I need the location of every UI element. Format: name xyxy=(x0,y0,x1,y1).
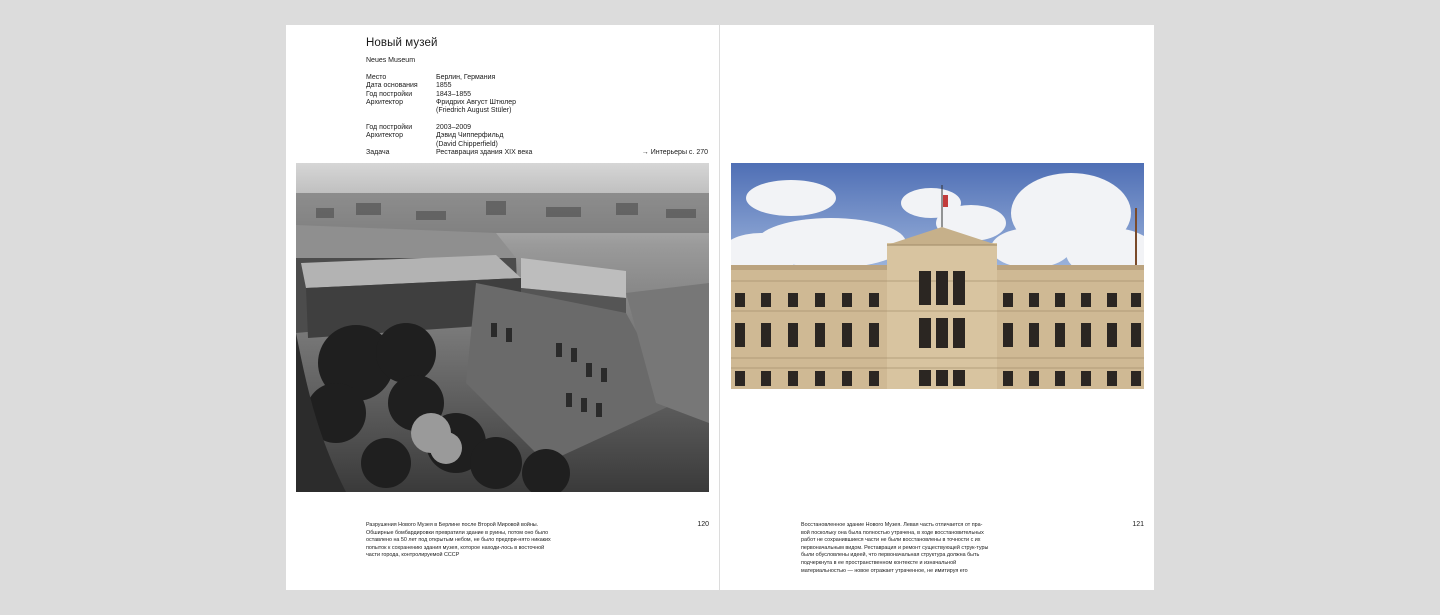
info-value: Берлин, Германия xyxy=(436,74,496,81)
restored-museum-photo xyxy=(731,163,1144,389)
info-row xyxy=(366,99,516,116)
right-page xyxy=(721,25,1154,590)
info-key: Задача xyxy=(366,148,390,156)
info-key: Дата основания xyxy=(366,82,418,90)
info-key: Архитектор xyxy=(366,132,403,140)
photo-caption: Разрушения Нового Музея в Берлине после Второй Мировой войны. Обширные бомбардировки превратили здание в руины, потом оно было оставлено на 50 лет под открытым небом, не было предпри-нято никаких попыток к сохранению здания музея, которое находи-лось в восточной части города, контролируемой СССР xyxy=(366,522,551,559)
info-row xyxy=(366,132,532,149)
photo-caption: Восстановленное здание Нового Музея. Левая часть отличается от пра-вой поскольку она была полностью утрачена, в ходе восстановительных работ не сохранившиеся части не были восстановлены в точности с их первоначальным видом. Реставрация и ремонт существующей струк-туры были обусловлены идеей, что первоначальная структура должна быть подчеркнута в ее пространственном контексте и изначальной материальностью — новое отражает утраченное, не имитируя его xyxy=(801,522,989,574)
info-value: Дэвид Чипперфильд (David Chipperfield) xyxy=(436,132,504,148)
book-gutter xyxy=(719,25,720,590)
info-row xyxy=(366,82,516,90)
left-page xyxy=(286,25,719,590)
interiors-cross-reference[interactable]: → Интерьеры с. 270 xyxy=(641,149,708,156)
ruins-aerial-photo xyxy=(296,163,709,492)
info-row xyxy=(366,149,532,157)
info-value: 2003–2009 xyxy=(436,124,472,131)
page-title: Новый музей xyxy=(366,37,438,49)
info-value: Реставрация здания XIX века xyxy=(436,148,533,156)
page-subtitle: Neues Museum xyxy=(366,57,416,64)
info-value: 1843–1855 xyxy=(436,90,472,98)
building-info-restoration xyxy=(366,124,532,157)
info-key: Год постройки xyxy=(366,90,413,98)
restored-facade-illustration xyxy=(731,163,1144,389)
ruins-aerial-illustration xyxy=(296,163,709,492)
info-key: Архитектор xyxy=(366,98,403,106)
info-value: 1855 xyxy=(436,82,452,90)
info-row xyxy=(366,74,516,82)
book-spread xyxy=(286,25,1154,590)
page-number: 121 xyxy=(1132,521,1144,528)
info-row xyxy=(366,124,532,132)
info-key: Год постройки xyxy=(366,124,413,131)
page-number: 120 xyxy=(697,521,709,528)
info-value: Фридрих Август Штюлер (Friedrich August Stüler) xyxy=(436,98,517,115)
building-info-original xyxy=(366,74,516,115)
info-row xyxy=(366,91,516,99)
info-key: Место xyxy=(366,74,387,81)
